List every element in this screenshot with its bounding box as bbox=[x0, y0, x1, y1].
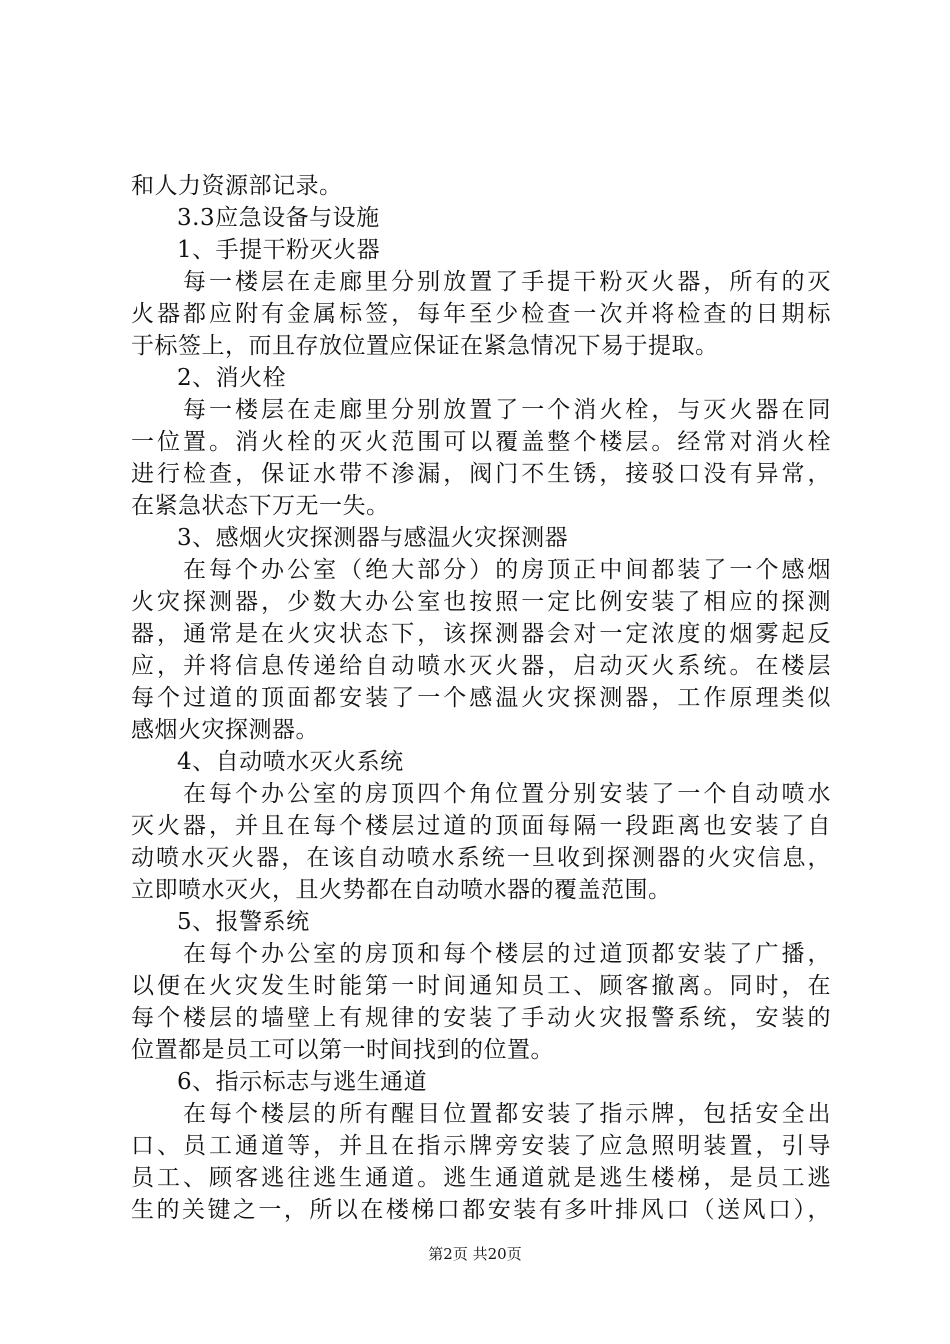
text-line: 在每个办公室的房顶四个角位置分别安装了一个自动喷水 bbox=[183, 781, 831, 807]
text-line: 每个过道的顶面都安装了一个感温火灾探测器，工作原理类似 bbox=[131, 685, 831, 711]
section-heading: 3.3应急设备与设施 bbox=[177, 205, 380, 231]
text-line: 员工、顾客逃往逃生通道。逃生通道就是逃生楼梯，是员工逃 bbox=[131, 1165, 831, 1191]
section-heading: 2、消火栓 bbox=[177, 365, 287, 391]
text-line: 在每个楼层的所有醒目位置都安装了指示牌，包括安全出 bbox=[183, 1101, 831, 1127]
section-heading: 5、报警系统 bbox=[177, 909, 310, 935]
text-line: 器，通常是在火灾状态下，该探测器会对一定浓度的烟雾起反 bbox=[131, 621, 831, 647]
text-line: 灭火器，并且在每个楼层过道的顶面每隔一段距离也安装了自 bbox=[131, 813, 831, 839]
text-line: 感烟火灾探测器。 bbox=[131, 717, 319, 743]
text-line: 每一楼层在走廊里分别放置了手提干粉灭火器，所有的灭 bbox=[183, 269, 831, 295]
text-line: 每一楼层在走廊里分别放置了一个消火栓，与灭火器在同 bbox=[183, 397, 831, 423]
text-line: 以便在火灾发生时能第一时间通知员工、顾客撤离。同时，在 bbox=[131, 973, 831, 999]
text-line: 动喷水灭火器，在该自动喷水系统一旦收到探测器的火灾信息， bbox=[131, 845, 831, 871]
text-line: 立即喷水灭火，且火势都在自动喷水器的覆盖范围。 bbox=[131, 877, 672, 903]
text-line: 进行检查，保证水带不渗漏，阀门不生锈，接驳口没有异常， bbox=[131, 461, 831, 487]
text-line: 在每个办公室（绝大部分）的房顶正中间都装了一个感烟 bbox=[183, 557, 831, 583]
text-line: 每个楼层的墙壁上有规律的安装了手动火灾报警系统，安装的 bbox=[131, 1005, 831, 1031]
section-heading: 4、自动喷水灭火系统 bbox=[177, 749, 404, 775]
text-line: 火灾探测器，少数大办公室也按照一定比例安装了相应的探测 bbox=[131, 589, 831, 615]
text-line: 和人力资源部记录。 bbox=[131, 173, 343, 199]
text-line: 位置都是员工可以第一时间找到的位置。 bbox=[131, 1037, 554, 1063]
text-line: 一位置。消火栓的灭火范围可以覆盖整个楼层。经常对消火栓 bbox=[131, 429, 831, 455]
text-line: 在每个办公室的房顶和每个楼层的过道顶都安装了广播， bbox=[183, 941, 831, 967]
document-body bbox=[131, 170, 831, 1226]
text-line: 火器都应附有金属标签，每年至少检查一次并将检查的日期标 bbox=[131, 301, 831, 327]
section-heading: 6、指示标志与逃生通道 bbox=[177, 1069, 428, 1095]
text-line: 应，并将信息传递给自动喷水灭火器，启动灭火系统。在楼层 bbox=[131, 653, 831, 679]
text-line: 在紧急状态下万无一失。 bbox=[131, 493, 390, 519]
text-line: 生的关键之一，所以在楼梯口都安装有多叶排风口（送风口）， bbox=[131, 1197, 831, 1223]
page-footer: 第2页 共20页 bbox=[428, 1245, 522, 1263]
text-line: 于标签上，而且存放位置应保证在紧急情况下易于提取。 bbox=[131, 333, 719, 359]
section-heading: 1、手提干粉灭火器 bbox=[177, 237, 381, 263]
section-heading: 3、感烟火灾探测器与感温火灾探测器 bbox=[177, 525, 569, 551]
text-line: 口、员工通道等，并且在指示牌旁安装了应急照明装置，引导 bbox=[131, 1133, 831, 1159]
